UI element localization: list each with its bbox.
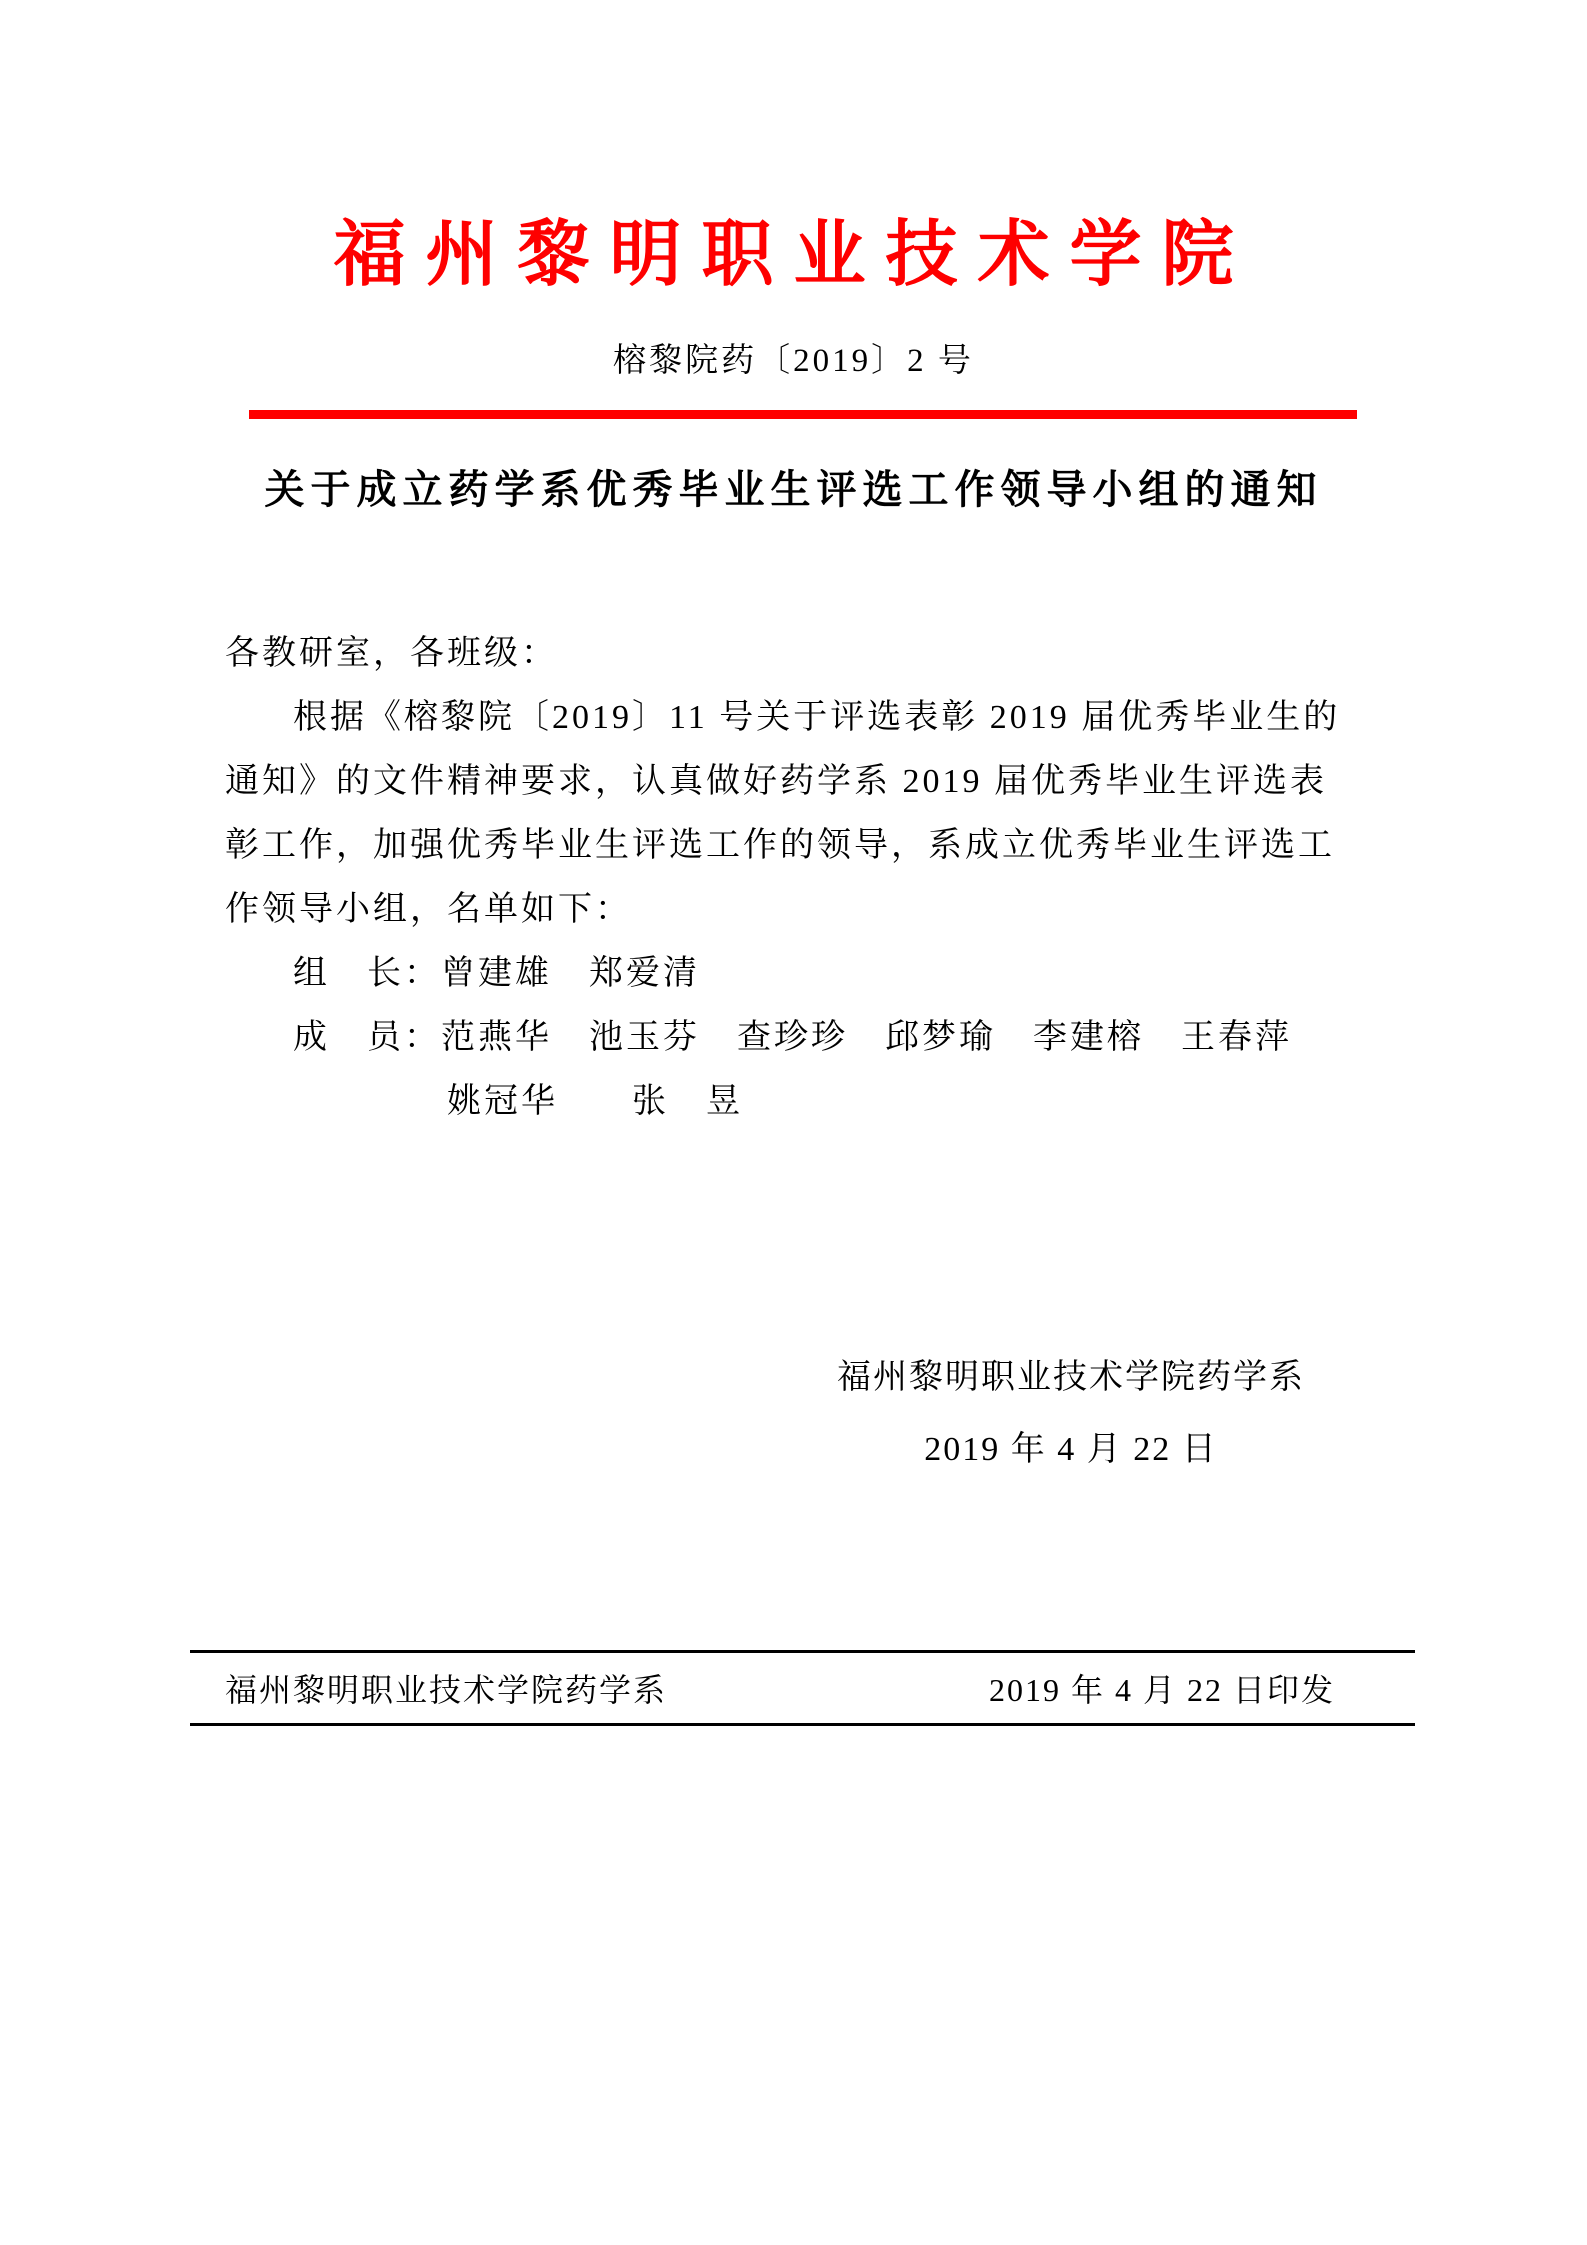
footer-bar — [190, 1650, 1415, 1726]
salutation: 各教研室，各班级： — [225, 635, 558, 672]
org-title: 福州黎明职业技术学院 — [333, 215, 1254, 295]
footer-issuer: 福州黎明职业技术学院药学系 — [225, 1672, 668, 1708]
red-divider-rule — [249, 410, 1357, 419]
notice-body — [225, 622, 1375, 1134]
doc-number: 榕黎院药〔2019〕2 号 — [613, 343, 974, 379]
signature-date: 2019 年 4 月 22 日 — [924, 1431, 1218, 1468]
signature-org: 福州黎明职业技术学院药学系 — [837, 1359, 1305, 1396]
notice-title: 关于成立药学系优秀毕业生评选工作领导小组的通知 — [264, 468, 1323, 512]
closing-block — [837, 1342, 1305, 1486]
paragraph-line: 彰工作，加强优秀毕业生评选工作的领导，系成立优秀毕业生评选工 — [225, 827, 1335, 864]
footer-print-date: 2019 年 4 月 22 日印发 — [988, 1672, 1335, 1708]
member-line: 成 员：范燕华 池玉芬 查珍珍 邱梦瑜 李建榕 王春萍 — [293, 1019, 1292, 1056]
paragraph-line: 根据《榕黎院〔2019〕11 号关于评选表彰 2019 届优秀毕业生的 — [293, 699, 1341, 736]
paragraph-line: 通知》的文件精神要求，认真做好药学系 2019 届优秀毕业生评选表 — [225, 763, 1327, 800]
member-line-continued: 姚冠华 张 昱 — [447, 1083, 743, 1120]
leader-line: 组 长：曾建雄 郑爱清 — [293, 955, 700, 992]
paragraph-line: 作领导小组，名单如下： — [225, 891, 632, 928]
